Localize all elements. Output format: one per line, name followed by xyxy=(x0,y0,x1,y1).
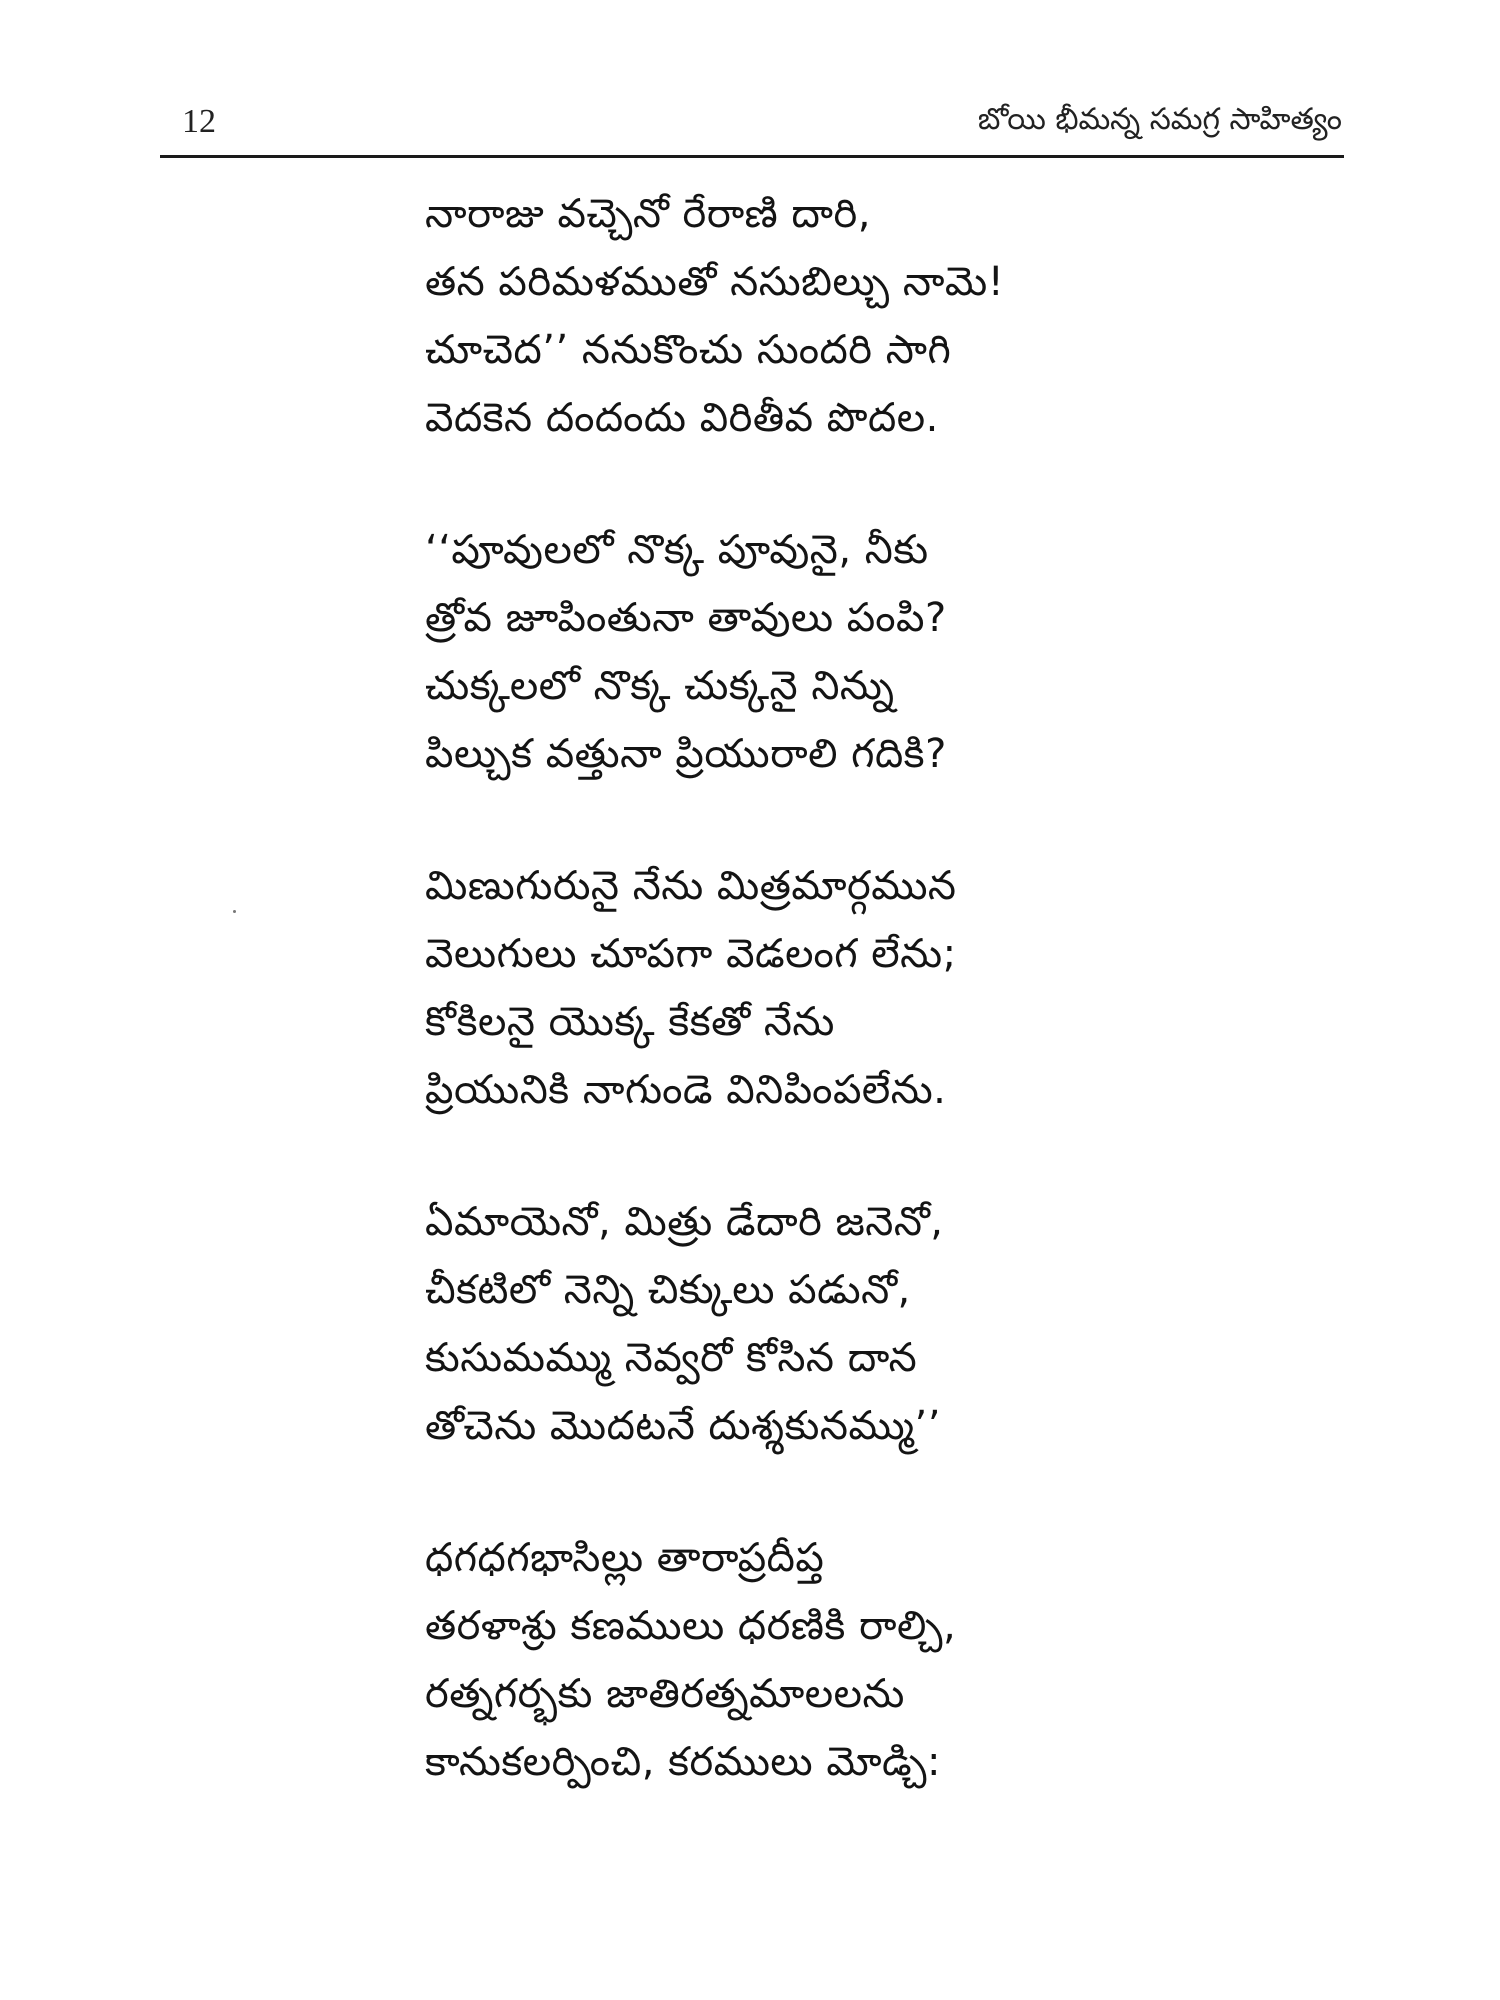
stanza xyxy=(425,852,1325,1124)
poem-line: మిణుగురునై నేను మిత్రమార్గమున xyxy=(425,863,957,909)
scan-speck xyxy=(233,910,236,913)
poem-line: తరళాశ్రు కణములు ధరణికి రాల్చి, xyxy=(425,1603,957,1649)
stanza xyxy=(425,1188,1325,1460)
poem-line: ‘‘పూవులలో నొక్క పూవునై, నీకు xyxy=(425,527,929,573)
page-header xyxy=(160,100,1342,152)
page-number: 12 xyxy=(182,103,216,140)
poem-line: ధగధగభాసిల్లు తారాప్రదీప్త xyxy=(425,1535,825,1581)
poem-line: చీకటిలో నెన్ని చిక్కులు పడునో, xyxy=(425,1267,911,1313)
poem-line: కానుకలర్పించి, కరములు మోడ్చి: xyxy=(425,1739,941,1785)
poem-line: పిల్చుక వత్తునా ప్రియురాలి గదికి? xyxy=(425,731,947,777)
poem-line: ప్రియునికి నాగుండె వినిపింపలేను. xyxy=(425,1067,947,1113)
poem-line: తోచెను మొదటనే దుశ్శకునమ్ము’’ xyxy=(425,1403,941,1449)
stanza xyxy=(425,516,1325,788)
poem-line: తన పరిమళముతో నసుబిల్చు నామె! xyxy=(425,259,1005,305)
poem-line: వెదకెన దందందు విరితీవ పొదల. xyxy=(425,395,939,441)
poem-line: నారాజు వచ్చెనో రేరాణి దారి, xyxy=(425,191,871,237)
poem-line: కోకిలనై యొక్క కేకతో నేను xyxy=(425,999,835,1045)
stanza xyxy=(425,1524,1325,1796)
poem-line: రత్నగర్భకు జాతిరత్నమాలలను xyxy=(425,1671,905,1717)
stanza xyxy=(425,180,1325,452)
header-rule xyxy=(160,155,1344,158)
poem-line: వెలుగులు చూపగా వెడలంగ లేను; xyxy=(425,931,957,977)
poem-line: చుక్కలలో నొక్క చుక్కనై నిన్ను xyxy=(425,663,895,709)
running-title: బోయి భీమన్న సమగ్ర సాహిత్యం xyxy=(977,102,1342,137)
poem-line: చూచెద’’ ననుకొంచు సుందరి సాగి xyxy=(425,327,952,373)
poem-line: కుసుమమ్ము నెవ్వరో కోసిన దాన xyxy=(425,1335,918,1381)
poem-body xyxy=(425,180,1325,1860)
poem-line: త్రోవ జూపింతునా తావులు పంపి? xyxy=(425,595,947,641)
poem-line: ఏమాయెనో, మిత్రు డేదారి జనెనో, xyxy=(425,1199,944,1245)
